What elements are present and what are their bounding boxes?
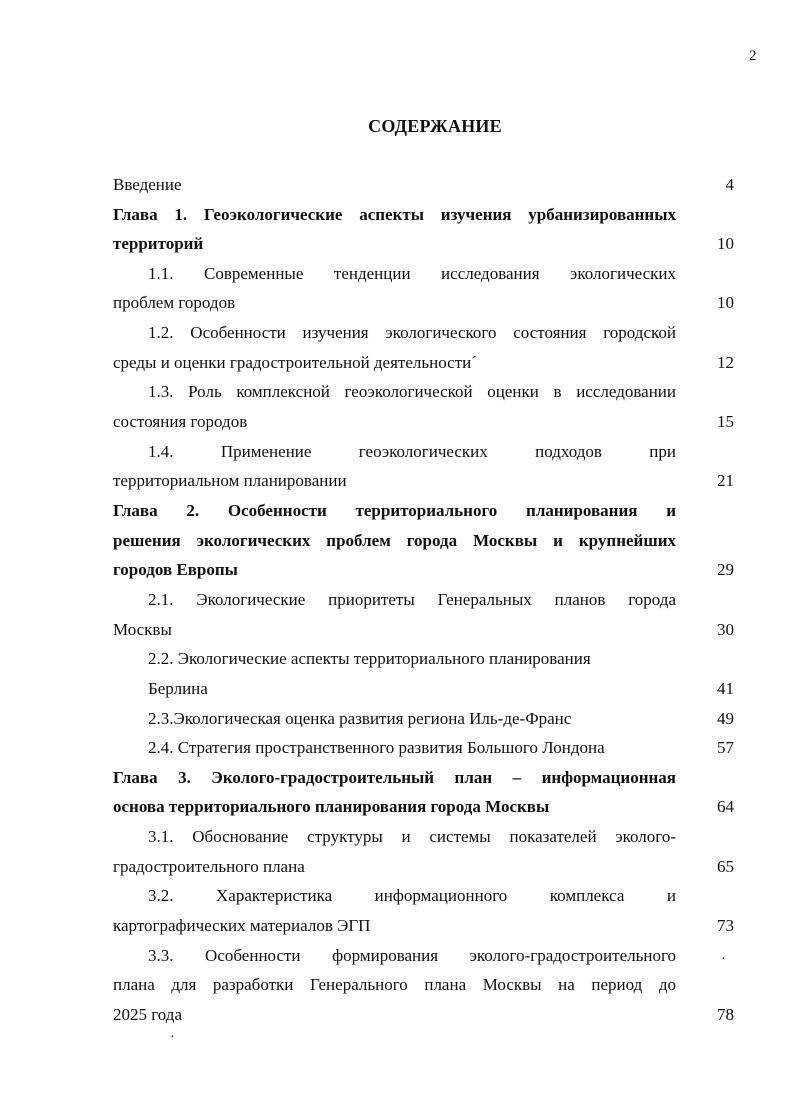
toc-section-2-1-line-2: Москвы — [113, 620, 172, 639]
toc-section-3-1-line-2: градостроительного плана — [113, 857, 305, 876]
toc-chapter-2-line-2: решения экологических проблем города Москвы и крупнейших — [113, 531, 676, 550]
toc-page-chapter-1: 10 — [717, 234, 734, 253]
toc-section-2-4: 2.4. Стратегия пространственного развития Большого Лондона — [148, 738, 605, 757]
toc-page-section-2-3: 49 — [717, 709, 734, 728]
page-number: 2 — [749, 48, 757, 64]
toc-entry-intro: Введение — [113, 175, 182, 194]
toc-chapter-3-line-1: Глава 3. Эколого-градостроительный план – информационная — [113, 768, 676, 787]
toc-section-2-2-line-2: Берлина — [148, 679, 208, 698]
toc-section-2-2-line-1: 2.2. Экологические аспекты территориального планирования — [148, 649, 591, 668]
toc-section-3-2-line-2: картографических материалов ЭГП — [113, 916, 371, 935]
toc-section-1-1-line-2: проблем городов — [113, 293, 236, 312]
toc-section-1-3-line-2: состояния городов — [113, 412, 248, 431]
toc-page-section-1-1: 10 — [717, 293, 734, 312]
toc-chapter-2-line-1: Глава 2. Особенности территориального планирования и — [113, 501, 676, 520]
toc-page-section-2-2: 41 — [717, 679, 734, 698]
toc-section-1-2-line-2: среды и оценки градостроительной деятельности´ — [113, 353, 477, 372]
toc-page-section-3-3: 78 — [717, 1005, 734, 1024]
toc-page-section-3-1: 65 — [717, 857, 734, 876]
scan-dot-mark: · — [721, 952, 726, 967]
toc-page-section-3-2: 73 — [717, 916, 734, 935]
toc-section-1-4-line-2: территориальном планировании — [113, 471, 347, 490]
toc-section-1-4-line-1: 1.4. Применение геоэкологических подходов при — [148, 442, 676, 461]
toc-page-section-1-3: 15 — [717, 412, 734, 431]
toc-page-chapter-2: 29 — [717, 560, 734, 579]
toc-section-2-1-line-1: 2.1. Экологические приоритеты Генеральных планов города — [148, 590, 676, 609]
toc-section-1-3-line-1: 1.3. Роль комплексной геоэкологической оценки в исследовании — [148, 382, 676, 401]
toc-chapter-2-line-3: городов Европы — [113, 560, 238, 579]
toc-chapter-1-line-2: территорий — [113, 234, 204, 253]
toc-page-chapter-3: 64 — [717, 797, 734, 816]
toc-page-section-1-4: 21 — [717, 471, 734, 490]
toc-page-section-1-2: 12 — [717, 353, 734, 372]
toc-page-section-2-1: 30 — [717, 620, 734, 639]
scan-dot-mark: · — [170, 1030, 175, 1045]
toc-chapter-3-line-2: основа территориального планирования города Москвы — [113, 797, 550, 816]
toc-section-3-3-line-2: плана для разработки Генерального плана Москвы на период до — [113, 975, 676, 994]
toc-section-3-2-line-1: 3.2. Характеристика информационного комплекса и — [148, 886, 676, 905]
page-title: СОДЕРЖАНИЕ — [368, 116, 502, 136]
toc-page-intro: 4 — [725, 175, 734, 194]
toc-section-3-3-line-3: 2025 года — [113, 1005, 183, 1024]
toc-chapter-1-line-1: Глава 1. Геоэкологические аспекты изучения урбанизированных — [113, 205, 676, 224]
toc-section-2-3: 2.3.Экологическая оценка развития региона Иль-де-Франс — [148, 709, 572, 728]
toc-page-section-2-4: 57 — [717, 738, 734, 757]
toc-section-3-1-line-1: 3.1. Обоснование структуры и системы показателей эколого- — [148, 827, 676, 846]
toc-section-1-2-line-1: 1.2. Особенности изучения экологического состояния городской — [148, 323, 676, 342]
toc-section-3-3-line-1: 3.3. Особенности формирования эколого-градостроительного — [148, 946, 676, 965]
toc-section-1-1-line-1: 1.1. Современные тенденции исследования экологических — [148, 264, 676, 283]
